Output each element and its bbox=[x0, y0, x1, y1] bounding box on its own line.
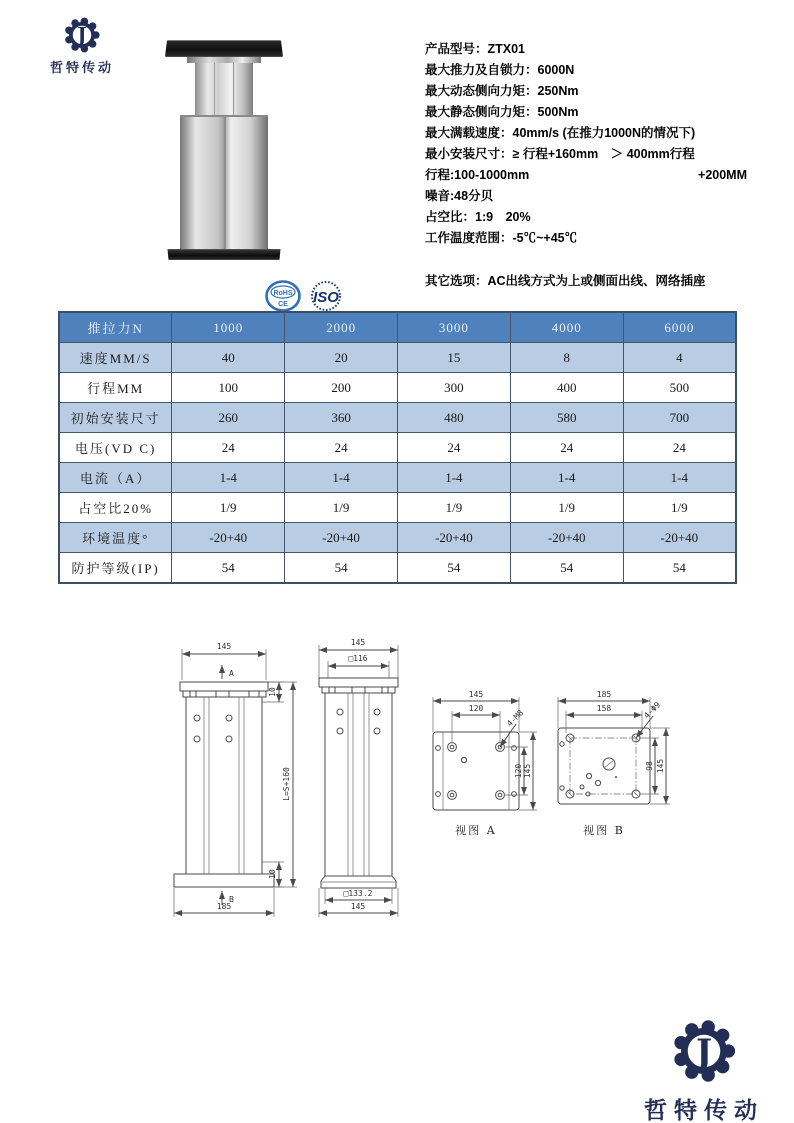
value-cell: 360 bbox=[285, 403, 398, 433]
row-label-cell: 防护等级(IP) bbox=[59, 553, 172, 584]
header-cell: 3000 bbox=[397, 312, 510, 343]
value-cell: 24 bbox=[623, 433, 736, 463]
value-cell: 1/9 bbox=[172, 493, 285, 523]
header-cell: 6000 bbox=[623, 312, 736, 343]
dim-145-bottom: 145 bbox=[350, 902, 366, 911]
value-cell: 1-4 bbox=[285, 463, 398, 493]
table-row bbox=[59, 373, 736, 403]
brand-monogram: J bbox=[77, 23, 87, 47]
brand-name: 哲特传动 bbox=[644, 1097, 764, 1123]
row-label-cell: 速度MM/S bbox=[59, 343, 172, 373]
spec-line: 最小安装尺寸：≥ 行程+160mm ＞ 400mm行程 bbox=[425, 147, 695, 161]
product-photo bbox=[158, 40, 290, 262]
value-cell: 20 bbox=[285, 343, 398, 373]
dim-145-top: 145 bbox=[216, 642, 232, 651]
table-header-row bbox=[59, 312, 736, 343]
brand-logo-top bbox=[40, 14, 124, 76]
value-cell: -20+40 bbox=[172, 523, 285, 553]
view-a-caption: 视图 A bbox=[455, 824, 497, 837]
value-cell: 15 bbox=[397, 343, 510, 373]
spec-line: 占空比：1:9 20% bbox=[425, 210, 531, 224]
options-line: 其它选项：AC出线方式为上或侧面出线、网络插座 bbox=[425, 274, 706, 288]
side-view-drawing bbox=[311, 636, 407, 920]
value-cell: -20+40 bbox=[623, 523, 736, 553]
value-cell: 54 bbox=[397, 553, 510, 584]
spec-lines-a bbox=[425, 41, 747, 167]
value-cell: 580 bbox=[510, 403, 623, 433]
table-row bbox=[59, 463, 736, 493]
value-cell: 1-4 bbox=[172, 463, 285, 493]
spec-line: 最大推力及自锁力：6000N bbox=[425, 63, 575, 77]
dim-116-top: □116 bbox=[348, 654, 368, 663]
row-label-cell: 电压(VD C) bbox=[59, 433, 172, 463]
certification-badges bbox=[265, 279, 346, 313]
spec-line: 产品型号：ZTX01 bbox=[425, 42, 526, 56]
value-cell: 4 bbox=[623, 343, 736, 373]
dim-height: L=S+160 bbox=[282, 767, 291, 801]
spec-line: 最大动态侧向力矩：250Nm bbox=[425, 84, 579, 98]
row-label-cell: 占空比20% bbox=[59, 493, 172, 523]
table-row bbox=[59, 523, 736, 553]
dim-10-bottom: 10 bbox=[268, 869, 277, 879]
value-cell: 54 bbox=[623, 553, 736, 584]
ce-label: CE bbox=[278, 301, 288, 308]
dim-120-h: 120 bbox=[514, 763, 523, 779]
value-cell: 1-4 bbox=[397, 463, 510, 493]
rohs-label: RoHS bbox=[273, 289, 293, 297]
gear-logo-icon bbox=[61, 14, 103, 56]
spec-table bbox=[58, 311, 737, 584]
value-cell: 1/9 bbox=[285, 493, 398, 523]
value-cell: -20+40 bbox=[397, 523, 510, 553]
view-b-drawing bbox=[546, 688, 684, 840]
value-cell: 54 bbox=[285, 553, 398, 584]
row-label-cell: 环境温度° bbox=[59, 523, 172, 553]
row-label-cell: 初始安装尺寸 bbox=[59, 403, 172, 433]
spec-line: 最大满载速度：40mm/s (在推力1000N的情况下) bbox=[425, 126, 696, 140]
table-row bbox=[59, 493, 736, 523]
value-cell: -20+40 bbox=[285, 523, 398, 553]
dim-120-w: 120 bbox=[468, 704, 484, 713]
table-row bbox=[59, 553, 736, 584]
spec-text-block bbox=[425, 41, 747, 294]
value-cell: 24 bbox=[172, 433, 285, 463]
value-cell: 400 bbox=[510, 373, 623, 403]
value-cell: -20+40 bbox=[510, 523, 623, 553]
value-cell: 24 bbox=[510, 433, 623, 463]
value-cell: 54 bbox=[510, 553, 623, 584]
dim-133-bottom: □133.2 bbox=[343, 889, 373, 898]
dim-145-top: 145 bbox=[350, 638, 366, 647]
row-label-cell: 电流（A） bbox=[59, 463, 172, 493]
leader-4-m8: 4-M8 bbox=[505, 708, 526, 729]
dim-98-h: 98 bbox=[645, 761, 654, 771]
value-cell: 300 bbox=[397, 373, 510, 403]
dim-145-w: 145 bbox=[468, 690, 484, 699]
iso-badge-icon bbox=[306, 280, 346, 312]
value-cell: 1-4 bbox=[623, 463, 736, 493]
iso-label: ISO bbox=[313, 289, 339, 306]
rohs-ce-badge-icon bbox=[265, 279, 301, 313]
photo-base-plate bbox=[167, 249, 280, 260]
value-cell: 1-4 bbox=[510, 463, 623, 493]
value-cell: 260 bbox=[172, 403, 285, 433]
value-cell: 24 bbox=[285, 433, 398, 463]
value-cell: 1/9 bbox=[510, 493, 623, 523]
gear-logo-icon bbox=[667, 1014, 741, 1088]
spec-line: 工作温度范围：-5℃~+45℃ bbox=[425, 231, 578, 245]
brand-logo-bottom bbox=[626, 1014, 782, 1123]
row-label-cell: 行程MM bbox=[59, 373, 172, 403]
value-cell: 1/9 bbox=[623, 493, 736, 523]
stroke-extra: +200MM bbox=[698, 168, 747, 182]
leader-4-d9: 4-Φ9 bbox=[642, 700, 663, 721]
header-cell-label: 推拉力N bbox=[59, 312, 172, 343]
dim-185-w: 185 bbox=[596, 690, 612, 699]
stroke-range: 行程:100-1000mm bbox=[425, 168, 530, 182]
table-row bbox=[59, 403, 736, 433]
value-cell: 40 bbox=[172, 343, 285, 373]
photo-outer-column bbox=[180, 115, 268, 249]
value-cell: 54 bbox=[172, 553, 285, 584]
value-cell: 24 bbox=[397, 433, 510, 463]
spec-line: 最大静态侧向力矩：500Nm bbox=[425, 105, 579, 119]
label-a: A bbox=[229, 669, 234, 678]
brand-monogram: J bbox=[695, 1031, 713, 1072]
value-cell: 100 bbox=[172, 373, 285, 403]
photo-top-plate bbox=[165, 40, 283, 56]
value-cell: 1/9 bbox=[397, 493, 510, 523]
value-cell: 500 bbox=[623, 373, 736, 403]
spec-lines-b bbox=[425, 188, 747, 251]
value-cell: 8 bbox=[510, 343, 623, 373]
header-cell: 1000 bbox=[172, 312, 285, 343]
spec-line-stroke bbox=[425, 167, 747, 188]
value-cell: 480 bbox=[397, 403, 510, 433]
photo-inner-column bbox=[195, 63, 253, 115]
dim-10-top: 10 bbox=[268, 687, 277, 697]
view-a-drawing bbox=[420, 688, 540, 840]
label-b: B bbox=[229, 895, 234, 904]
header-cell: 4000 bbox=[510, 312, 623, 343]
spec-line: 噪音:48分贝 bbox=[425, 189, 494, 203]
table-row bbox=[59, 343, 736, 373]
dim-158-w: 158 bbox=[596, 704, 612, 713]
view-b-caption: 视图 B bbox=[583, 824, 625, 837]
table-row bbox=[59, 433, 736, 463]
value-cell: 200 bbox=[285, 373, 398, 403]
front-view-drawing bbox=[166, 636, 300, 920]
dim-185-bottom: 185 bbox=[216, 902, 232, 911]
dim-145-h: 145 bbox=[656, 758, 665, 774]
header-cell: 2000 bbox=[285, 312, 398, 343]
dim-145-h: 145 bbox=[523, 763, 532, 779]
brand-name: 哲特传动 bbox=[49, 61, 114, 76]
value-cell: 700 bbox=[623, 403, 736, 433]
